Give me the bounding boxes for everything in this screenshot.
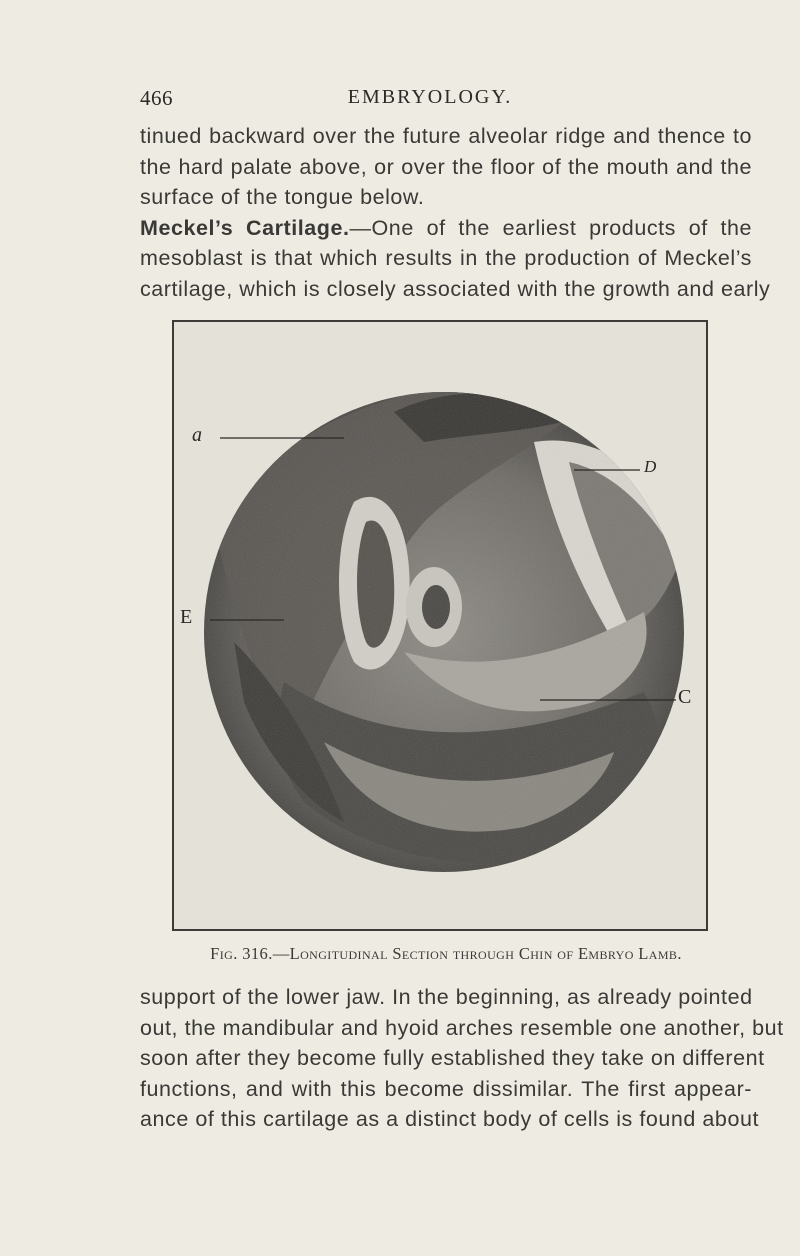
text-line: ance of this cartilage as a distinct body of cells is found about [140, 1107, 759, 1131]
figure-label-e: E [180, 606, 193, 628]
figure-caption: Fig. 316.—Longitudinal Section through Chin of Embryo Lamb. [210, 944, 682, 963]
text-line: soon after they become fully established they take on different [140, 1046, 765, 1070]
page-number: 466 [140, 86, 173, 110]
text-line: surface of the tongue below. [140, 185, 425, 209]
text-line: functions, and with this become dissimilar. The first appear- [140, 1076, 752, 1101]
figure-label-a: a [192, 424, 202, 446]
text-fragment: —One of the earliest products of the [349, 215, 753, 240]
text-line: the hard palate above, or over the floor of the mouth and the [140, 154, 752, 179]
section-heading: Meckel’s Cartilage. [140, 215, 350, 240]
text-line: out, the mandibular and hyoid arches resemble one another, but [140, 1015, 784, 1040]
paragraph-top [140, 121, 771, 304]
micrograph-image [174, 322, 706, 929]
text-line: cartilage, which is closely associated with the growth and early [140, 276, 771, 301]
text-line: tinued backward over the future alveolar ridge and thence to [140, 124, 752, 148]
figure-label-d: D [644, 457, 657, 476]
figure-label-c: C [678, 686, 692, 708]
figure-micrograph [172, 320, 708, 931]
text-line-with-heading [140, 213, 752, 244]
running-head: EMBRYOLOGY. [347, 86, 513, 108]
text-line: mesoblast is that which results in the production of Meckel’s [140, 246, 752, 270]
paragraph-bottom [140, 982, 784, 1135]
text-line: support of the lower jaw. In the beginning, as already pointed [140, 985, 753, 1009]
